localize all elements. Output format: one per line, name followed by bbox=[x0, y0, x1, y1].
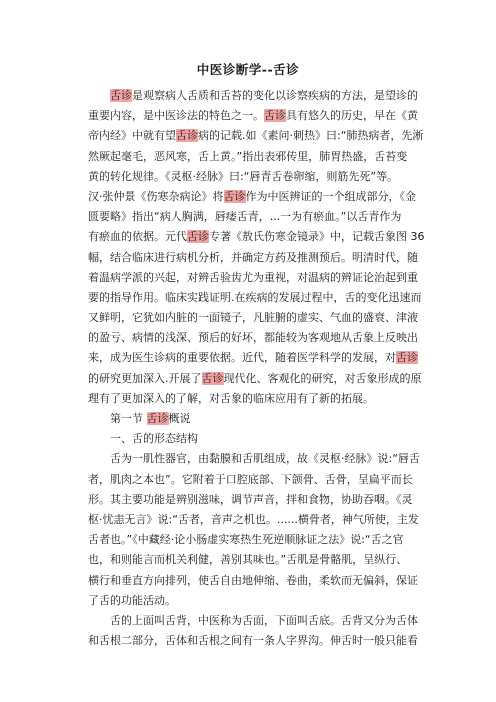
text-line bbox=[88, 328, 418, 348]
text-line bbox=[88, 268, 418, 288]
text-segment: 一、舌的形态结构 bbox=[110, 432, 198, 446]
text-segment: 作为中医辨证的一个组成部分，《金 bbox=[245, 189, 416, 203]
highlighted-term: 舌诊 bbox=[146, 412, 169, 425]
text-segment: 又鲜明，它犹如内脏的一面镜子，凡脏腑的虚实、气血的盛衰、津液 bbox=[88, 311, 418, 325]
text-segment: 具有悠久的历史，早在《黄 bbox=[286, 109, 418, 123]
text-line bbox=[88, 147, 410, 167]
text-segment: 舌者也。”《中藏经·论小肠虚实寒热生死逆顺脉证之法》说:“舌之官 bbox=[88, 533, 404, 547]
highlighted-term: 舌诊 bbox=[176, 129, 198, 143]
text-line bbox=[88, 490, 413, 510]
text-line bbox=[88, 409, 410, 429]
text-segment: 形。其主要功能是辨别滋味，调节声音，拌和食物，协助吞咽。《灵 bbox=[88, 492, 413, 506]
text-segment: 帝内经》中就有望 bbox=[88, 129, 176, 143]
text-line bbox=[88, 126, 424, 146]
highlighted-term: 舌诊 bbox=[201, 371, 224, 385]
text-segment: 舌为一肌性器官，由黏膜和舌肌组成，故《灵枢·经脉》说:“唇舌 bbox=[110, 452, 420, 466]
text-line bbox=[88, 530, 410, 550]
text-segment: 匮要略》指出“病人胸满，唇痿舌青，...一为有瘀血。”以舌青作为 bbox=[88, 210, 402, 224]
text-line bbox=[88, 429, 410, 449]
text-segment: 的盈亏、病情的浅深、预后的好坏，都能较为客观地从舌象上反映出 bbox=[88, 331, 418, 345]
text-segment: 病的记载.如《素问·刺热》曰:“肺热病者，先淅 bbox=[198, 129, 424, 143]
text-line bbox=[88, 167, 410, 187]
document-body bbox=[88, 86, 425, 651]
text-segment: 汉·张仲景《伤寒杂病论》将 bbox=[88, 189, 224, 203]
text-line bbox=[88, 106, 418, 126]
highlighted-term: 舌诊 bbox=[110, 89, 132, 102]
text-line bbox=[88, 631, 418, 651]
text-segment: 理有了更加深入的了解，对舌象的临床应用有了新的拓展。 bbox=[88, 391, 374, 405]
text-line bbox=[88, 510, 419, 530]
text-line bbox=[88, 571, 418, 591]
highlighted-term: 舌诊 bbox=[396, 351, 418, 365]
text-segment: 和舌根二部分，舌体和舌根之间有一条人字界沟。伸舌时一般只能看 bbox=[88, 634, 418, 648]
text-line bbox=[88, 288, 422, 308]
text-line bbox=[88, 86, 418, 106]
text-line bbox=[88, 348, 418, 368]
text-segment: 的研究更加深入.开展了 bbox=[88, 371, 202, 385]
text-segment: 了舌的功能活动。 bbox=[88, 593, 176, 607]
text-segment: 横行和垂直方向排列，使舌自由地伸缩、卷曲，柔软而无偏斜，保证 bbox=[88, 573, 418, 587]
text-segment: 也，和则能言而机关利健，善别其味也。”舌肌是骨骼肌，呈纵行、 bbox=[88, 553, 408, 567]
text-segment: 舌的上面叫舌背，中医称为舌面，下面叫舌底。舌背又分为舌体 bbox=[110, 613, 418, 627]
text-segment: 黄的转化规律。《灵枢·经脉》曰:“唇青舌卷卵缩，则筋先死”等。 bbox=[88, 169, 399, 183]
text-line bbox=[88, 591, 410, 611]
text-line bbox=[88, 248, 418, 268]
highlighted-term: 舌诊 bbox=[264, 109, 286, 123]
text-segment: 来，成为医生诊病的重要依据。近代，随着医学科学的发展，对 bbox=[88, 351, 396, 365]
text-line bbox=[88, 369, 422, 389]
text-segment: 着温病学派的兴起，对辨舌验齿尤为重视，对温病的辨证论治起到重 bbox=[88, 270, 418, 284]
text-segment: 重要内容，是中医诊法的特色之一。 bbox=[88, 109, 264, 123]
text-segment: 枢·忧恚无言》说:“舌者，音声之机也。......横骨者，神气所使，主发 bbox=[88, 512, 419, 526]
text-segment: 概说 bbox=[168, 412, 191, 425]
text-line bbox=[88, 187, 416, 207]
text-line bbox=[88, 550, 410, 570]
text-line bbox=[88, 227, 425, 247]
text-line bbox=[88, 207, 410, 227]
text-line bbox=[88, 389, 410, 409]
document-title: 中医诊断学--舌诊 bbox=[196, 62, 300, 77]
text-segment: 然厥起毫毛，恶风寒，舌上黄。”指出表邪传里，肺胃热盛，舌苔变 bbox=[88, 149, 408, 163]
text-segment: 专著《敖氏伤寒金镜录》中，记载舌象图 36 bbox=[209, 230, 425, 244]
text-segment: 第一节 bbox=[110, 412, 147, 425]
text-line bbox=[88, 308, 418, 328]
text-line bbox=[88, 470, 413, 490]
text-line bbox=[88, 449, 420, 469]
text-segment: 者，肌肉之本也”。它附着于口腔底部、下颌骨、舌骨，呈扁平而长 bbox=[88, 472, 413, 486]
highlighted-term: 舌诊 bbox=[223, 189, 246, 203]
text-segment: 现代化、客观化的研究，对舌象形成的原 bbox=[223, 371, 422, 385]
highlighted-term: 舌诊 bbox=[187, 230, 209, 244]
text-segment: 幅，结合临床进行病机分析，并确定方药及推测预后。明清时代，随 bbox=[88, 250, 418, 264]
text-segment: 有瘀血的依据。元代 bbox=[88, 230, 187, 244]
text-line bbox=[88, 611, 418, 631]
text-segment: 要的指导作用。临床实践证明.在疾病的发展过程中，舌的变化迅速而 bbox=[88, 290, 422, 304]
text-segment: 是观察病人舌质和舌苔的变化以诊察疾病的方法，是望诊的 bbox=[132, 89, 418, 102]
